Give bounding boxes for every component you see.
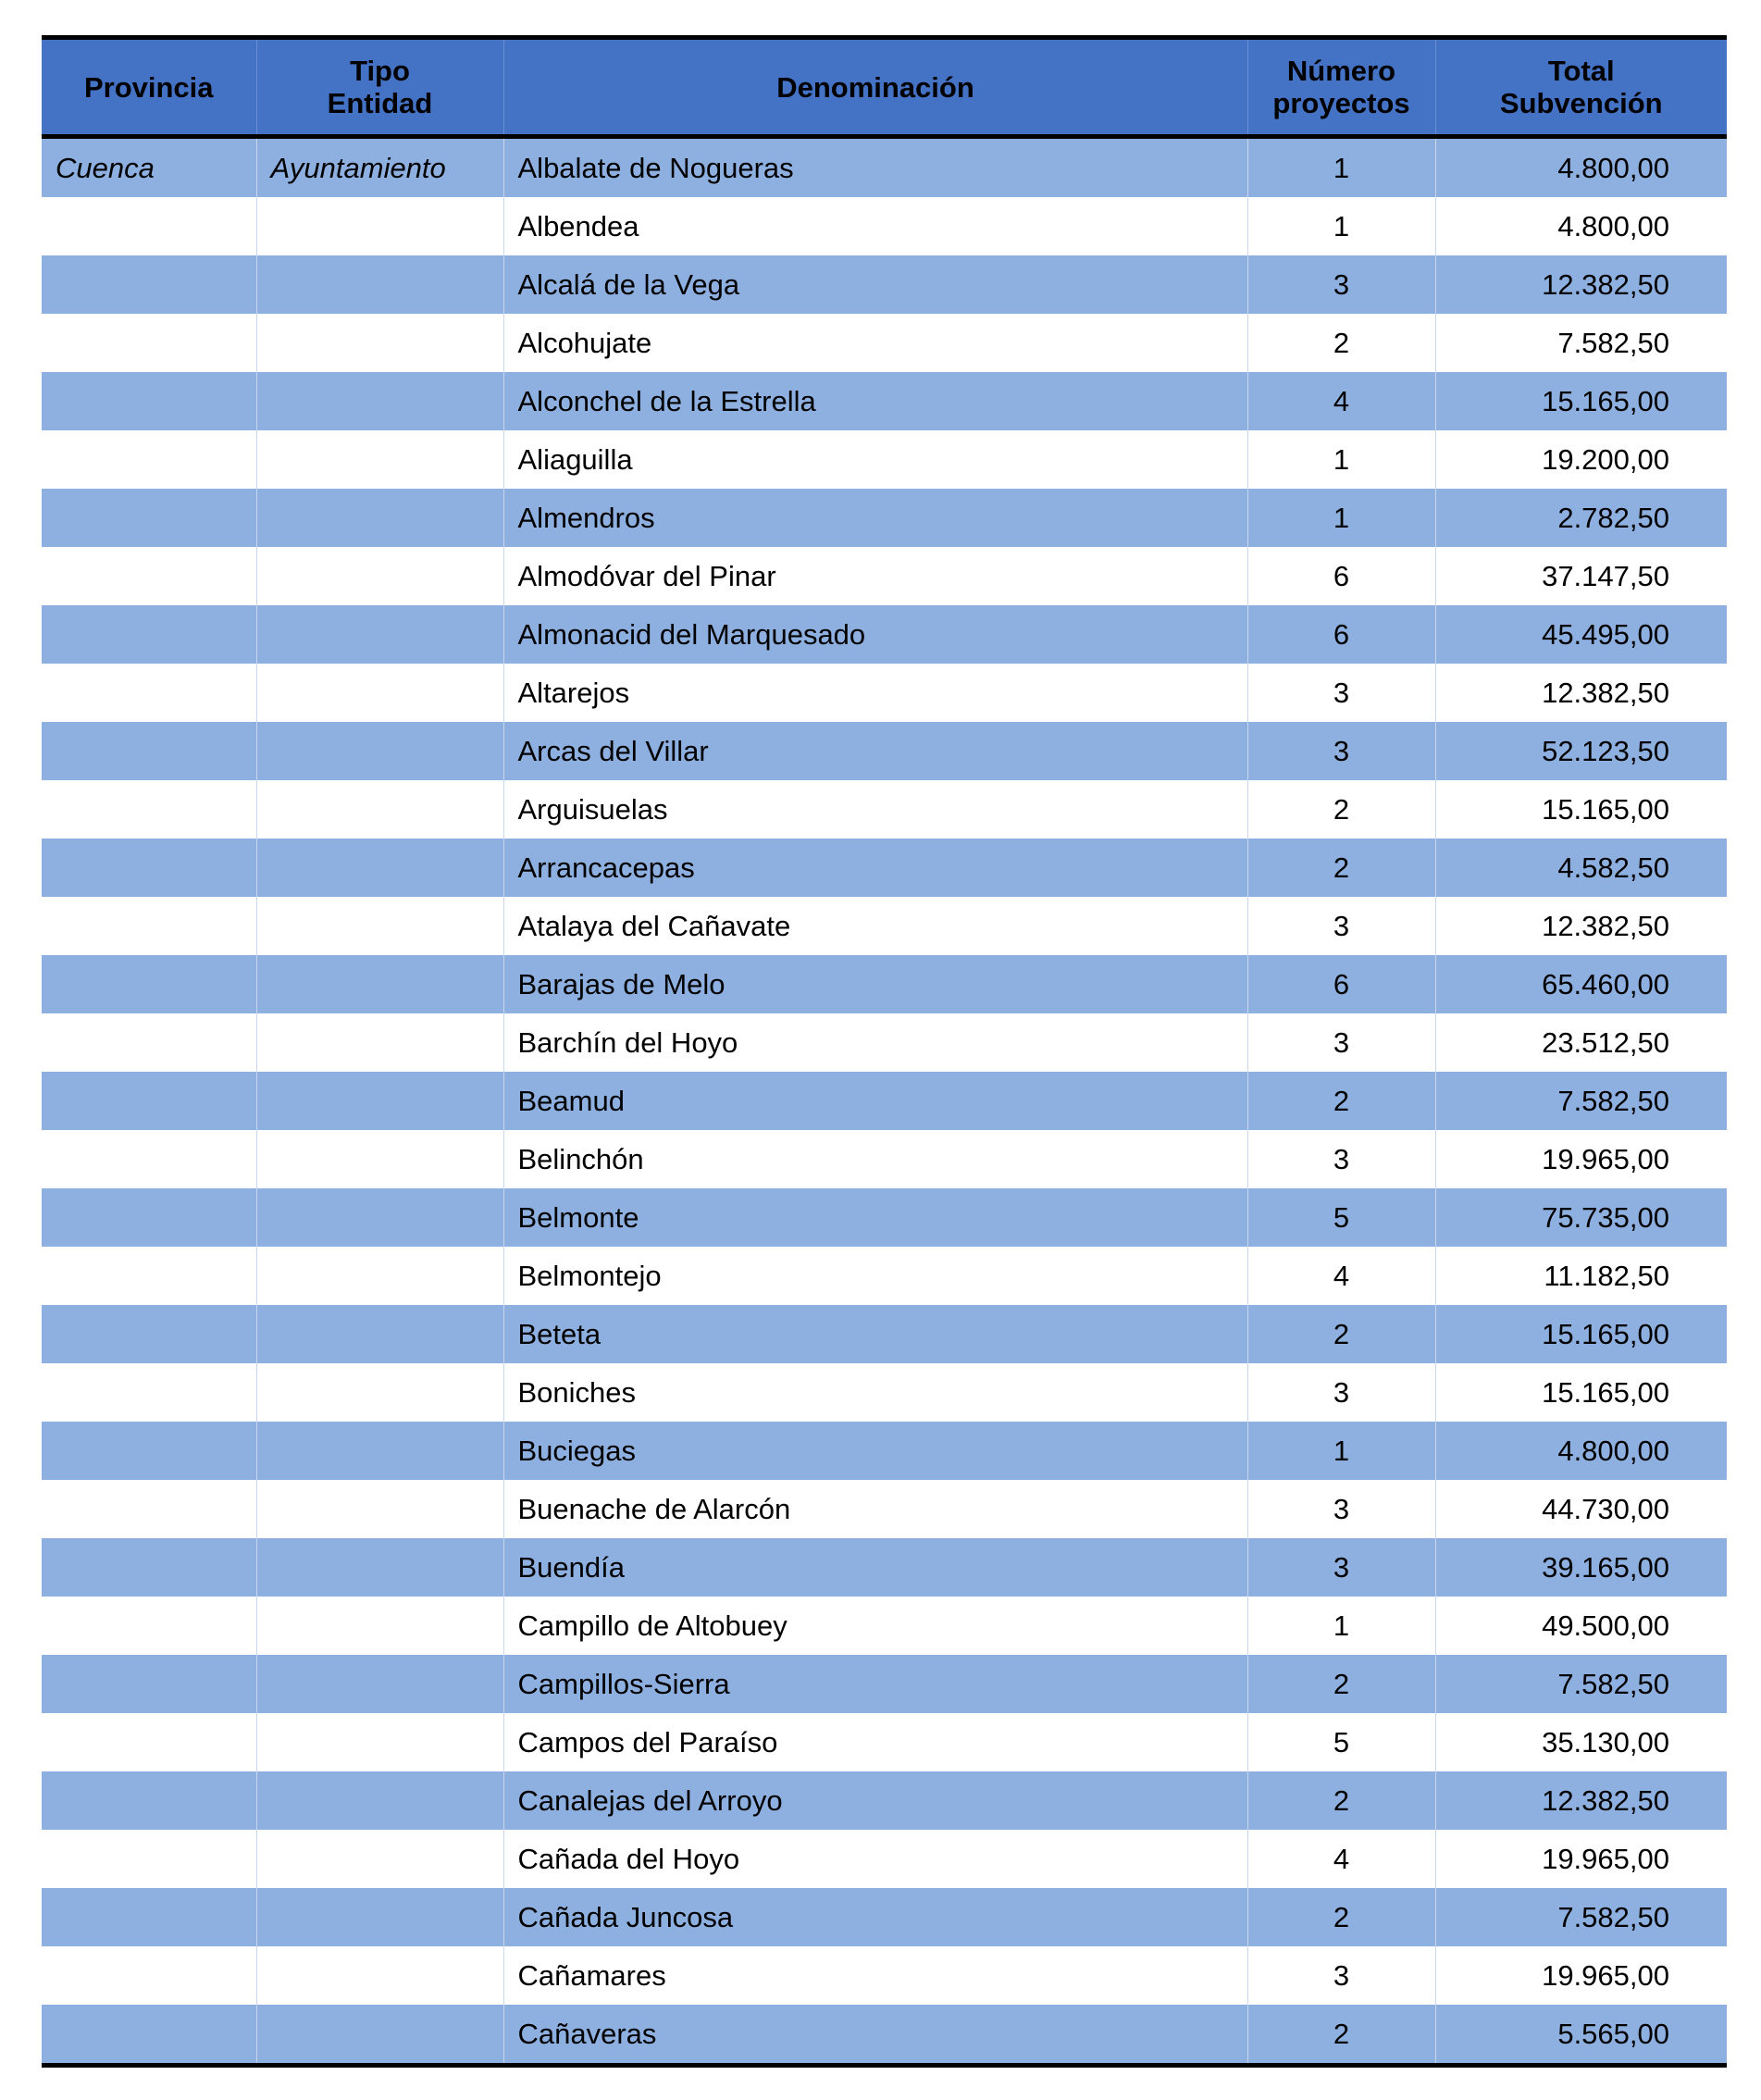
cell-tipo-entidad <box>256 314 503 372</box>
cell-total-subvencion: 4.800,00 <box>1435 137 1727 198</box>
cell-tipo-entidad <box>256 372 503 430</box>
cell-numero-proyectos: 2 <box>1247 2005 1435 2066</box>
cell-tipo-entidad <box>256 839 503 897</box>
cell-denominacion: Alconchel de la Estrella <box>503 372 1247 430</box>
cell-tipo-entidad <box>256 430 503 489</box>
cell-numero-proyectos: 1 <box>1247 1422 1435 1480</box>
table-row <box>42 372 1727 430</box>
cell-numero-proyectos: 2 <box>1247 1072 1435 1130</box>
cell-numero-proyectos: 2 <box>1247 1888 1435 1946</box>
header-tipo-line2: Entidad <box>327 87 433 119</box>
cell-numero-proyectos: 4 <box>1247 1830 1435 1888</box>
cell-denominacion: Beteta <box>503 1305 1247 1363</box>
cell-total-subvencion: 52.123,50 <box>1435 722 1727 780</box>
cell-numero-proyectos: 2 <box>1247 839 1435 897</box>
cell-numero-proyectos: 1 <box>1247 197 1435 255</box>
cell-numero-proyectos: 5 <box>1247 1188 1435 1247</box>
cell-provincia <box>42 1538 256 1597</box>
cell-total-subvencion: 4.800,00 <box>1435 197 1727 255</box>
table-row <box>42 1422 1727 1480</box>
table-row <box>42 605 1727 664</box>
cell-numero-proyectos: 3 <box>1247 1480 1435 1538</box>
cell-total-subvencion: 7.582,50 <box>1435 314 1727 372</box>
cell-provincia <box>42 1888 256 1946</box>
cell-numero-proyectos: 3 <box>1247 1130 1435 1188</box>
cell-provincia <box>42 839 256 897</box>
cell-total-subvencion: 5.565,00 <box>1435 2005 1727 2066</box>
cell-provincia <box>42 489 256 547</box>
table-row <box>42 1830 1727 1888</box>
cell-total-subvencion: 75.735,00 <box>1435 1188 1727 1247</box>
cell-provincia <box>42 1130 256 1188</box>
cell-provincia: Cuenca <box>42 137 256 198</box>
cell-denominacion: Arcas del Villar <box>503 722 1247 780</box>
cell-denominacion: Arrancacepas <box>503 839 1247 897</box>
cell-numero-proyectos: 3 <box>1247 897 1435 955</box>
header-tipo-entidad <box>256 38 503 137</box>
cell-total-subvencion: 44.730,00 <box>1435 1480 1727 1538</box>
cell-provincia <box>42 1305 256 1363</box>
cell-total-subvencion: 19.965,00 <box>1435 1130 1727 1188</box>
table-row <box>42 839 1727 897</box>
cell-numero-proyectos: 3 <box>1247 255 1435 314</box>
table-row <box>42 1305 1727 1363</box>
cell-provincia <box>42 1013 256 1072</box>
table-row <box>42 430 1727 489</box>
header-total-line2: Subvención <box>1499 87 1663 119</box>
cell-total-subvencion: 49.500,00 <box>1435 1597 1727 1655</box>
table-row <box>42 1188 1727 1247</box>
cell-provincia <box>42 547 256 605</box>
cell-denominacion: Boniches <box>503 1363 1247 1422</box>
cell-total-subvencion: 2.782,50 <box>1435 489 1727 547</box>
cell-denominacion: Campillo de Altobuey <box>503 1597 1247 1655</box>
cell-tipo-entidad <box>256 2005 503 2066</box>
cell-numero-proyectos: 3 <box>1247 1946 1435 2005</box>
cell-tipo-entidad: Ayuntamiento <box>256 137 503 198</box>
cell-tipo-entidad <box>256 1247 503 1305</box>
header-numero-line2: proyectos <box>1272 87 1410 119</box>
cell-numero-proyectos: 6 <box>1247 605 1435 664</box>
cell-tipo-entidad <box>256 1538 503 1597</box>
cell-numero-proyectos: 3 <box>1247 1538 1435 1597</box>
cell-numero-proyectos: 6 <box>1247 955 1435 1013</box>
table-row <box>42 255 1727 314</box>
cell-provincia <box>42 1830 256 1888</box>
table-row <box>42 1130 1727 1188</box>
cell-provincia <box>42 955 256 1013</box>
table-row <box>42 547 1727 605</box>
table-row <box>42 1538 1727 1597</box>
cell-denominacion: Barajas de Melo <box>503 955 1247 1013</box>
table-row <box>42 1655 1727 1713</box>
cell-provincia <box>42 1946 256 2005</box>
cell-total-subvencion: 15.165,00 <box>1435 372 1727 430</box>
header-total-line1: Total <box>1547 55 1615 87</box>
cell-provincia <box>42 1072 256 1130</box>
cell-tipo-entidad <box>256 1422 503 1480</box>
cell-provincia <box>42 372 256 430</box>
table-row <box>42 2005 1727 2066</box>
cell-total-subvencion: 15.165,00 <box>1435 1363 1727 1422</box>
cell-tipo-entidad <box>256 1655 503 1713</box>
cell-total-subvencion: 37.147,50 <box>1435 547 1727 605</box>
table-row <box>42 1072 1727 1130</box>
header-provincia <box>42 38 256 137</box>
table-row <box>42 1480 1727 1538</box>
cell-tipo-entidad <box>256 197 503 255</box>
cell-total-subvencion: 19.965,00 <box>1435 1830 1727 1888</box>
cell-tipo-entidad <box>256 897 503 955</box>
cell-denominacion: Cañamares <box>503 1946 1247 2005</box>
table-row <box>42 1247 1727 1305</box>
cell-total-subvencion: 4.582,50 <box>1435 839 1727 897</box>
table-row <box>42 197 1727 255</box>
cell-total-subvencion: 4.800,00 <box>1435 1422 1727 1480</box>
cell-provincia <box>42 314 256 372</box>
table-row <box>42 1771 1727 1830</box>
cell-tipo-entidad <box>256 722 503 780</box>
cell-numero-proyectos: 4 <box>1247 372 1435 430</box>
header-numero-proyectos <box>1247 38 1435 137</box>
cell-total-subvencion: 7.582,50 <box>1435 1072 1727 1130</box>
cell-denominacion: Cañaveras <box>503 2005 1247 2066</box>
cell-denominacion: Atalaya del Cañavate <box>503 897 1247 955</box>
cell-tipo-entidad <box>256 1771 503 1830</box>
cell-total-subvencion: 12.382,50 <box>1435 255 1727 314</box>
cell-provincia <box>42 255 256 314</box>
header-denominacion-label: Denominación <box>776 70 974 104</box>
header-row <box>42 38 1727 137</box>
cell-provincia <box>42 1655 256 1713</box>
table-row <box>42 1713 1727 1771</box>
cell-numero-proyectos: 1 <box>1247 430 1435 489</box>
cell-numero-proyectos: 3 <box>1247 722 1435 780</box>
header-tipo-line1: Tipo <box>350 55 410 87</box>
cell-numero-proyectos: 5 <box>1247 1713 1435 1771</box>
header-provincia-label: Provincia <box>83 70 214 104</box>
cell-tipo-entidad <box>256 547 503 605</box>
cell-denominacion: Buenache de Alarcón <box>503 1480 1247 1538</box>
cell-provincia <box>42 1597 256 1655</box>
table-row <box>42 137 1727 198</box>
cell-denominacion: Buendía <box>503 1538 1247 1597</box>
cell-tipo-entidad <box>256 1830 503 1888</box>
cell-total-subvencion: 65.460,00 <box>1435 955 1727 1013</box>
table-row <box>42 314 1727 372</box>
cell-denominacion: Belmontejo <box>503 1247 1247 1305</box>
cell-tipo-entidad <box>256 605 503 664</box>
cell-denominacion: Canalejas del Arroyo <box>503 1771 1247 1830</box>
cell-total-subvencion: 35.130,00 <box>1435 1713 1727 1771</box>
cell-denominacion: Arguisuelas <box>503 780 1247 839</box>
cell-provincia <box>42 1422 256 1480</box>
cell-tipo-entidad <box>256 1480 503 1538</box>
table-body <box>42 137 1727 2066</box>
subsidy-table-container <box>42 35 1727 2068</box>
header-numero-line1: Número <box>1286 55 1396 87</box>
cell-total-subvencion: 7.582,50 <box>1435 1888 1727 1946</box>
table-row <box>42 489 1727 547</box>
cell-provincia <box>42 197 256 255</box>
cell-tipo-entidad <box>256 1072 503 1130</box>
cell-tipo-entidad <box>256 1013 503 1072</box>
cell-tipo-entidad <box>256 1713 503 1771</box>
cell-numero-proyectos: 3 <box>1247 1013 1435 1072</box>
cell-tipo-entidad <box>256 664 503 722</box>
cell-numero-proyectos: 4 <box>1247 1247 1435 1305</box>
cell-denominacion: Albendea <box>503 197 1247 255</box>
cell-total-subvencion: 19.965,00 <box>1435 1946 1727 2005</box>
table-row <box>42 1888 1727 1946</box>
cell-provincia <box>42 1188 256 1247</box>
cell-denominacion: Barchín del Hoyo <box>503 1013 1247 1072</box>
cell-provincia <box>42 1480 256 1538</box>
cell-denominacion: Beamud <box>503 1072 1247 1130</box>
cell-total-subvencion: 12.382,50 <box>1435 664 1727 722</box>
cell-numero-proyectos: 2 <box>1247 1655 1435 1713</box>
cell-provincia <box>42 664 256 722</box>
cell-total-subvencion: 45.495,00 <box>1435 605 1727 664</box>
cell-denominacion: Almodóvar del Pinar <box>503 547 1247 605</box>
cell-provincia <box>42 897 256 955</box>
cell-total-subvencion: 19.200,00 <box>1435 430 1727 489</box>
cell-total-subvencion: 12.382,50 <box>1435 897 1727 955</box>
cell-provincia <box>42 430 256 489</box>
cell-tipo-entidad <box>256 1946 503 2005</box>
cell-denominacion: Campillos-Sierra <box>503 1655 1247 1713</box>
cell-numero-proyectos: 1 <box>1247 1597 1435 1655</box>
header-denominacion <box>503 38 1247 137</box>
cell-total-subvencion: 7.582,50 <box>1435 1655 1727 1713</box>
table-row <box>42 955 1727 1013</box>
cell-provincia <box>42 722 256 780</box>
cell-denominacion: Almendros <box>503 489 1247 547</box>
table-row <box>42 780 1727 839</box>
cell-total-subvencion: 39.165,00 <box>1435 1538 1727 1597</box>
subsidy-table <box>42 35 1727 2068</box>
cell-provincia <box>42 1713 256 1771</box>
cell-numero-proyectos: 3 <box>1247 664 1435 722</box>
cell-denominacion: Cañada del Hoyo <box>503 1830 1247 1888</box>
table-row <box>42 897 1727 955</box>
cell-tipo-entidad <box>256 489 503 547</box>
cell-total-subvencion: 11.182,50 <box>1435 1247 1727 1305</box>
table-row <box>42 1363 1727 1422</box>
header-total-subvencion <box>1435 38 1727 137</box>
cell-provincia <box>42 1363 256 1422</box>
cell-denominacion: Albalate de Nogueras <box>503 137 1247 198</box>
cell-numero-proyectos: 3 <box>1247 1363 1435 1422</box>
cell-provincia <box>42 605 256 664</box>
cell-denominacion: Belinchón <box>503 1130 1247 1188</box>
cell-total-subvencion: 12.382,50 <box>1435 1771 1727 1830</box>
cell-denominacion: Belmonte <box>503 1188 1247 1247</box>
cell-provincia <box>42 1247 256 1305</box>
cell-tipo-entidad <box>256 255 503 314</box>
cell-tipo-entidad <box>256 1363 503 1422</box>
cell-denominacion: Aliaguilla <box>503 430 1247 489</box>
cell-numero-proyectos: 1 <box>1247 137 1435 198</box>
table-row <box>42 722 1727 780</box>
cell-tipo-entidad <box>256 780 503 839</box>
table-row <box>42 1013 1727 1072</box>
cell-tipo-entidad <box>256 1597 503 1655</box>
cell-denominacion: Alcalá de la Vega <box>503 255 1247 314</box>
cell-tipo-entidad <box>256 1188 503 1247</box>
cell-tipo-entidad <box>256 1305 503 1363</box>
cell-tipo-entidad <box>256 955 503 1013</box>
cell-denominacion: Buciegas <box>503 1422 1247 1480</box>
cell-provincia <box>42 1771 256 1830</box>
cell-total-subvencion: 15.165,00 <box>1435 1305 1727 1363</box>
cell-numero-proyectos: 1 <box>1247 489 1435 547</box>
cell-numero-proyectos: 2 <box>1247 1305 1435 1363</box>
cell-denominacion: Cañada Juncosa <box>503 1888 1247 1946</box>
cell-denominacion: Altarejos <box>503 664 1247 722</box>
cell-numero-proyectos: 2 <box>1247 1771 1435 1830</box>
table-row <box>42 1597 1727 1655</box>
cell-provincia <box>42 2005 256 2066</box>
cell-total-subvencion: 23.512,50 <box>1435 1013 1727 1072</box>
cell-total-subvencion: 15.165,00 <box>1435 780 1727 839</box>
cell-provincia <box>42 780 256 839</box>
cell-numero-proyectos: 6 <box>1247 547 1435 605</box>
cell-numero-proyectos: 2 <box>1247 314 1435 372</box>
cell-denominacion: Alcohujate <box>503 314 1247 372</box>
cell-tipo-entidad <box>256 1130 503 1188</box>
cell-numero-proyectos: 2 <box>1247 780 1435 839</box>
table-header <box>42 38 1727 137</box>
cell-denominacion: Campos del Paraíso <box>503 1713 1247 1771</box>
cell-denominacion: Almonacid del Marquesado <box>503 605 1247 664</box>
table-row <box>42 1946 1727 2005</box>
table-row <box>42 664 1727 722</box>
cell-tipo-entidad <box>256 1888 503 1946</box>
